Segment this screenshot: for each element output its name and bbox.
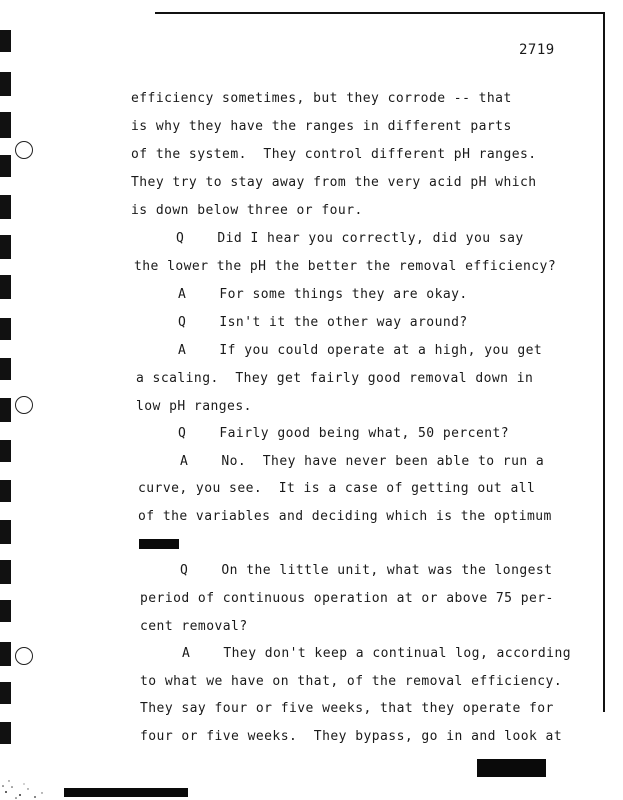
text-line: period of continuous operation at or above 75 per- <box>140 591 554 606</box>
binder-hole-icon <box>15 141 33 159</box>
binder-tab <box>0 358 11 380</box>
text-line: of the system. They control different pH ranges. <box>131 147 537 162</box>
binder-tab <box>0 440 11 462</box>
page-number: 2719 <box>519 42 555 58</box>
text-line: They say four or five weeks, that they operate for <box>140 701 554 716</box>
text-line: efficiency sometimes, but they corrode -- that <box>131 91 512 106</box>
text-line: to what we have on that, of the removal efficiency. <box>140 674 563 689</box>
binder-tab <box>0 318 11 340</box>
text-line: They try to stay away from the very acid pH which <box>131 175 537 190</box>
redaction-block <box>64 788 188 797</box>
binder-strip <box>0 0 14 800</box>
question-line: Q Isn't it the other way around? <box>178 315 468 330</box>
question-line: Q On the little unit, what was the longest <box>180 563 553 578</box>
text-line: curve, you see. It is a case of getting out all <box>138 481 536 496</box>
answer-line: A No. They have never been able to run a <box>180 454 545 469</box>
text-line: is why they have the ranges in different parts <box>131 119 512 134</box>
right-border-line <box>603 12 605 712</box>
scan-noise <box>0 740 70 800</box>
binder-hole-icon <box>15 647 33 665</box>
binder-tab <box>0 560 11 584</box>
binder-tab <box>0 30 11 52</box>
binder-tab <box>0 112 11 138</box>
text-line: four or five weeks. They bypass, go in and look at <box>140 729 563 744</box>
binder-tab <box>0 642 11 666</box>
binder-tab <box>0 682 11 704</box>
text-line: low pH ranges. <box>136 399 252 414</box>
binder-tab <box>0 275 11 299</box>
top-border-line <box>155 12 605 14</box>
text-line: a scaling. They get fairly good removal down in <box>136 371 534 386</box>
question-line: Q Fairly good being what, 50 percent? <box>178 426 510 441</box>
answer-line: A For some things they are okay. <box>178 287 468 302</box>
redaction-block <box>477 759 546 777</box>
binder-hole-icon <box>15 396 33 414</box>
binder-tab <box>0 600 11 622</box>
binder-tab <box>0 235 11 259</box>
answer-line: A They don't keep a continual log, according <box>182 646 572 661</box>
text-line: cent removal? <box>140 619 248 634</box>
binder-tab <box>0 72 11 96</box>
binder-tab <box>0 480 11 502</box>
text-line: the lower the pH the better the removal efficiency? <box>134 259 557 274</box>
question-line: Q Did I hear you correctly, did you say <box>176 231 524 246</box>
binder-tab <box>0 520 11 544</box>
text-line: of the variables and deciding which is the optimum <box>138 509 552 524</box>
binder-tab <box>0 195 11 219</box>
redaction-block <box>139 539 179 549</box>
answer-line: A If you could operate at a high, you get <box>178 343 543 358</box>
binder-tab <box>0 155 11 177</box>
binder-tab <box>0 398 11 422</box>
text-line: is down below three or four. <box>131 203 363 218</box>
